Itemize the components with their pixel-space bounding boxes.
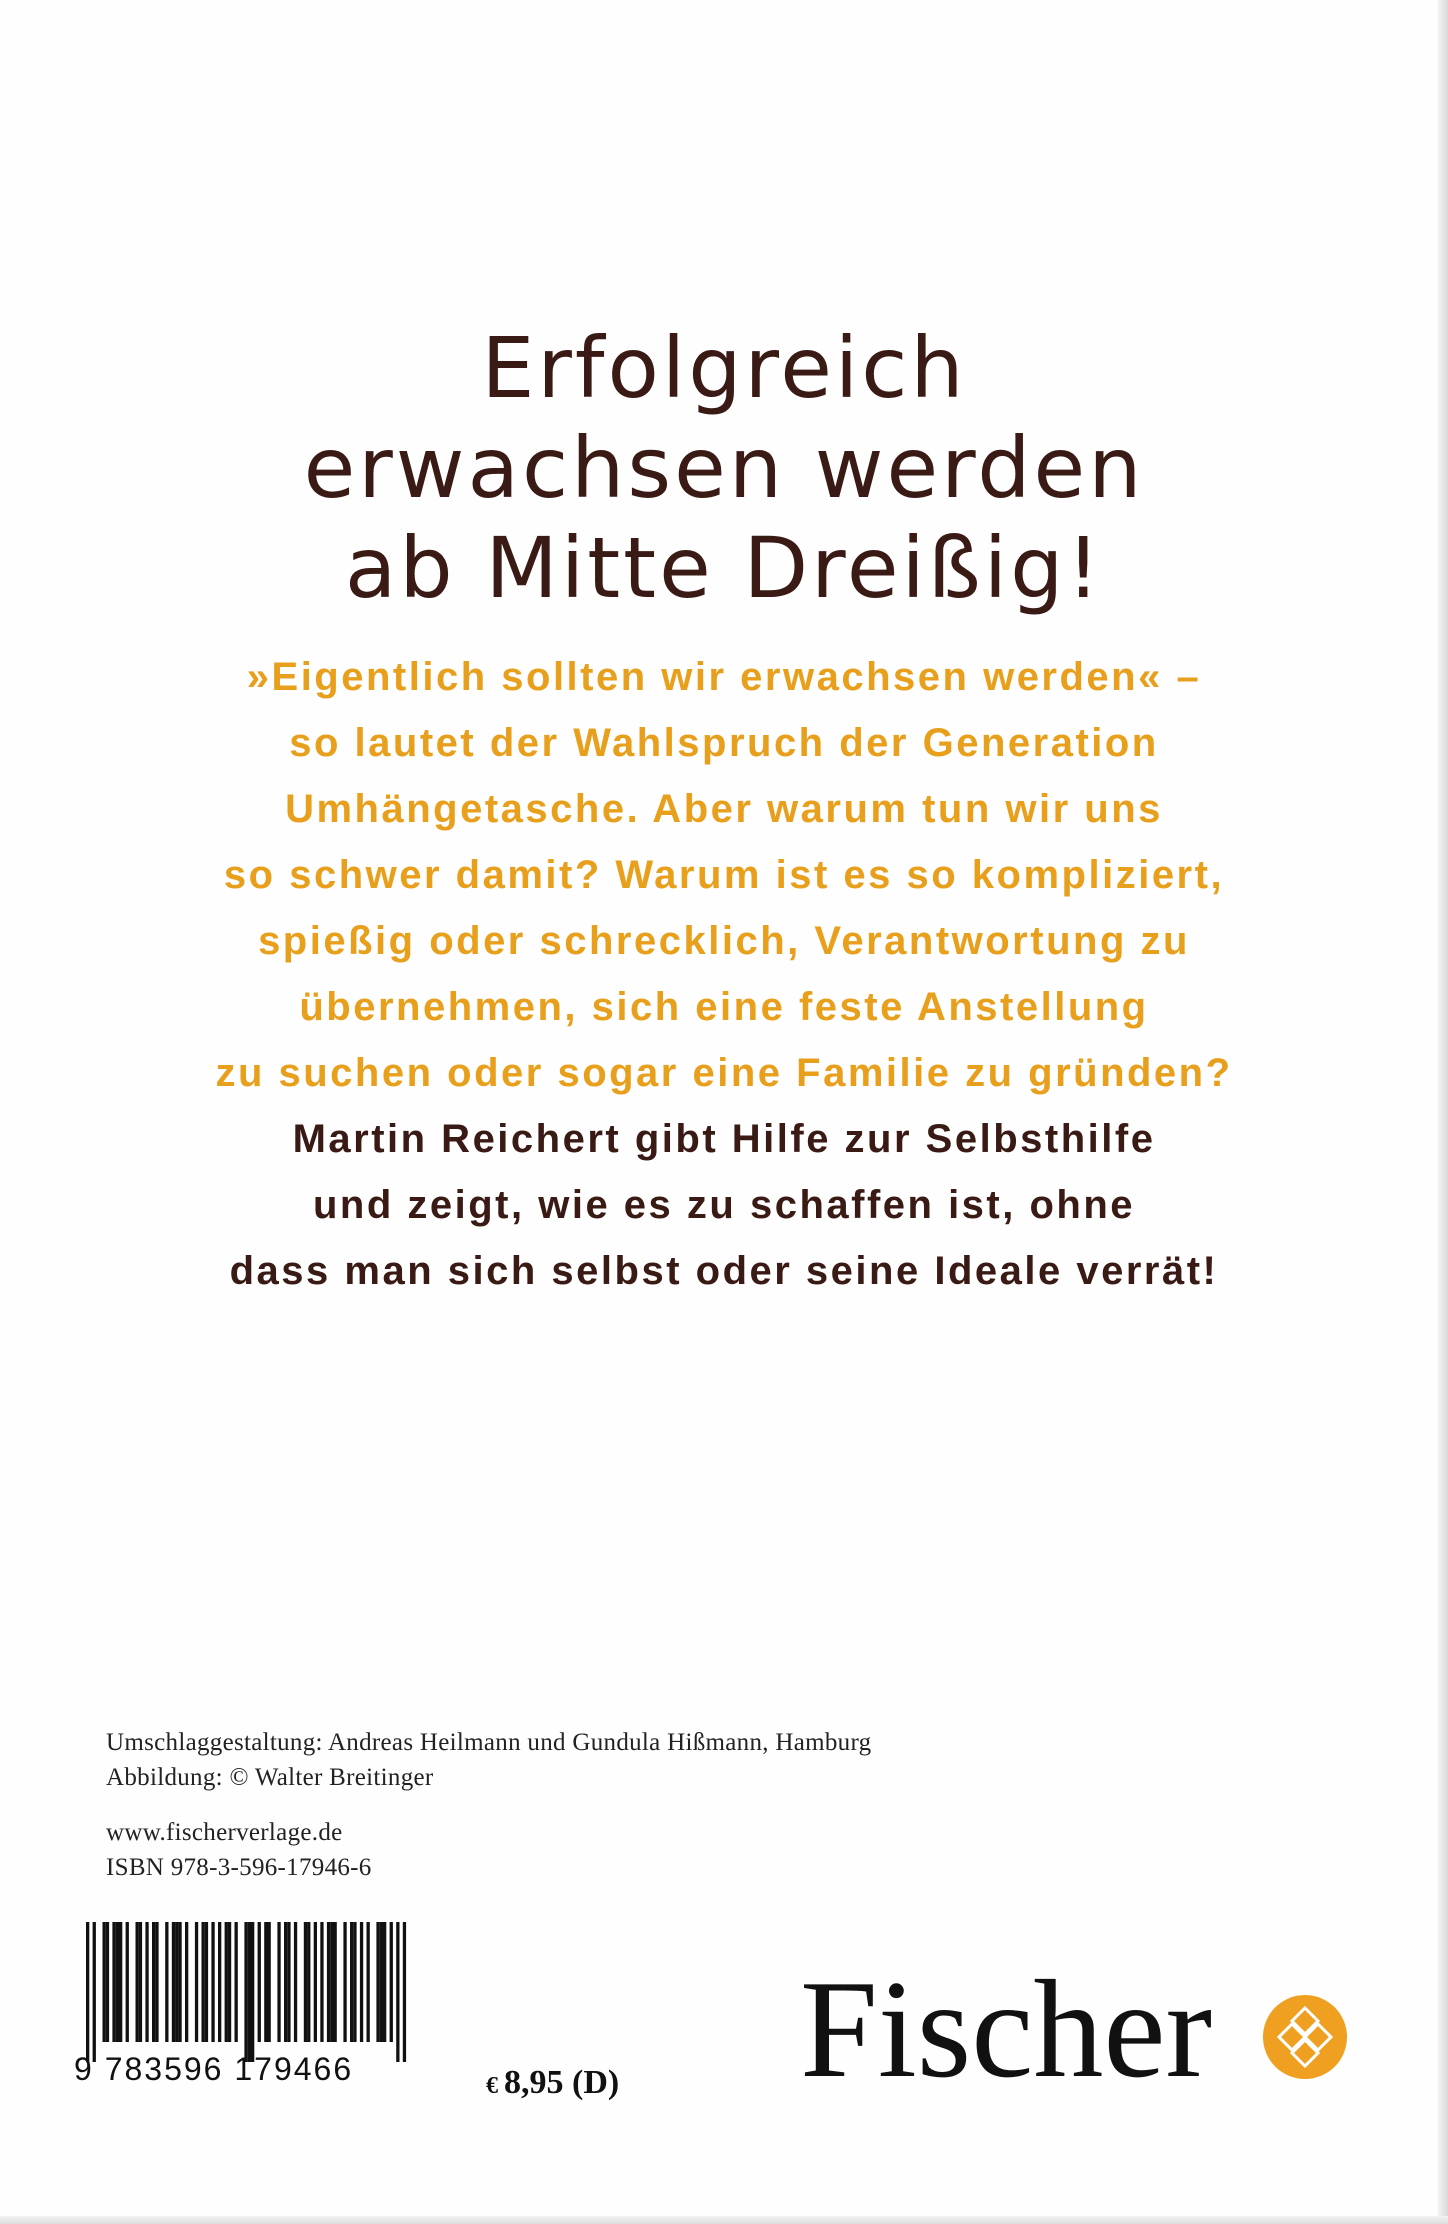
barcode-bar (126, 1922, 129, 2042)
barcode-bar (202, 1922, 205, 2042)
barcode-bar (327, 1922, 330, 2042)
barcode-bar (165, 1922, 168, 2042)
barcode-bar (396, 1922, 399, 2062)
barcode-bar (390, 1922, 393, 2042)
barcode (74, 1920, 434, 2100)
barcode-bar (248, 1922, 251, 2062)
credits-gap (106, 1795, 1106, 1815)
barcode-bar (225, 1922, 228, 2042)
headline (150, 318, 1298, 618)
barcode-digits: 9 783596 179466 (74, 2051, 354, 2087)
blurb-highlight-line: so schwer damit? Warum ist es so kompliziert, (223, 853, 1225, 897)
barcode-bar (307, 1922, 310, 2042)
blurb-highlight-line: zu suchen oder sogar eine Familie zu gründen? (215, 1051, 1233, 1095)
blurb-dark-line: dass man sich selbst oder seine Ideale verrät! (229, 1249, 1219, 1293)
cover-design-credit: Umschlaggestaltung: Andreas Heilmann und Gundula Hißmann, Hamburg (106, 1729, 872, 1756)
barcode-bar (294, 1922, 297, 2042)
barcode-bar (320, 1922, 323, 2042)
barcode-bar (136, 1922, 139, 2042)
barcode-bar (284, 1922, 287, 2042)
barcode-bar (152, 1922, 155, 2042)
barcode-bar (116, 1922, 119, 2042)
barcode-bar (383, 1922, 386, 2042)
barcode-icon (74, 1920, 434, 2100)
blurb-dark-line: und zeigt, wie es zu schaffen ist, ohne (312, 1183, 1136, 1227)
barcode-bar (314, 1922, 317, 2042)
barcode-bar (353, 1922, 356, 2042)
barcode-bar (211, 1922, 214, 2042)
price (486, 2064, 619, 2102)
blurb-dark-line: Martin Reichert gibt Hilfe zur Selbsthilfe (292, 1117, 1156, 1161)
cover-edge-right (1438, 0, 1448, 2224)
barcode-bar (112, 1922, 115, 2042)
barcode-bar (334, 1922, 337, 2042)
barcode-bar (380, 1922, 383, 2042)
barcode-bar (244, 1922, 247, 2062)
barcode-bar (376, 1922, 379, 2042)
barcode-bar (235, 1922, 238, 2042)
price-value: 8,95 (D) (504, 2064, 620, 2101)
barcode-bar (145, 1922, 148, 2042)
barcode-bar (139, 1922, 142, 2042)
barcode-bar (264, 1922, 267, 2042)
blurb (120, 644, 1328, 1304)
credits (106, 1725, 1106, 1885)
blurb-highlight-line: übernehmen, sich eine feste Anstellung (299, 985, 1149, 1029)
headline-line: Erfolgreich (481, 319, 967, 417)
barcode-bar (304, 1922, 307, 2042)
image-credit: Abbildung: © Walter Breitinger (106, 1764, 434, 1791)
barcode-bar (228, 1922, 231, 2042)
barcode-bar (277, 1922, 280, 2042)
barcode-bar (175, 1922, 178, 2042)
currency-mark: € (486, 2073, 498, 2099)
barcode-bar (86, 1922, 89, 2062)
barcode-bar (195, 1922, 198, 2042)
barcode-bar (103, 1922, 106, 2042)
barcode-bar (93, 1922, 96, 2062)
barcode-bar (367, 1922, 370, 2042)
barcode-bar (360, 1922, 363, 2042)
barcode-bar (119, 1922, 122, 2042)
barcode-bar (218, 1922, 221, 2042)
blurb-highlight-line: »Eigentlich sollten wir erwachsen werden« – (246, 655, 1202, 699)
headline-line: ab Mitte Dreißig! (344, 519, 1104, 617)
barcode-bar (403, 1922, 406, 2062)
cover-edge-bottom (0, 2216, 1448, 2224)
barcode-bar (178, 1922, 181, 2042)
barcode-bar (268, 1922, 271, 2042)
blurb-highlight-line: Umhängetasche. Aber warum tun wir uns (285, 787, 1163, 831)
barcode-bar (251, 1922, 254, 2062)
barcode-bar (155, 1922, 158, 2042)
barcode-bar (205, 1922, 208, 2042)
fischer-fox-logo-icon (1262, 1994, 1348, 2080)
isbn: ISBN 978-3-596-17946-6 (106, 1854, 372, 1881)
barcode-bar (172, 1922, 175, 2042)
barcode-bar (287, 1922, 290, 2042)
barcode-bar (258, 1922, 261, 2042)
barcode-bar (343, 1922, 346, 2042)
headline-line: erwachsen werden (303, 419, 1145, 517)
blurb-highlight-line: spießig oder schrecklich, Verantwortung zu (258, 919, 1190, 963)
barcode-bar (185, 1922, 188, 2042)
barcode-bar (350, 1922, 353, 2042)
publisher-name: Fischer (800, 1952, 1213, 2107)
blurb-highlight-line: so lautet der Wahlspruch der Generation (289, 721, 1159, 765)
barcode-bar (330, 1922, 333, 2042)
publisher-website-link[interactable]: www.fischerverlage.de (106, 1819, 343, 1846)
barcode-bar (106, 1922, 109, 2042)
